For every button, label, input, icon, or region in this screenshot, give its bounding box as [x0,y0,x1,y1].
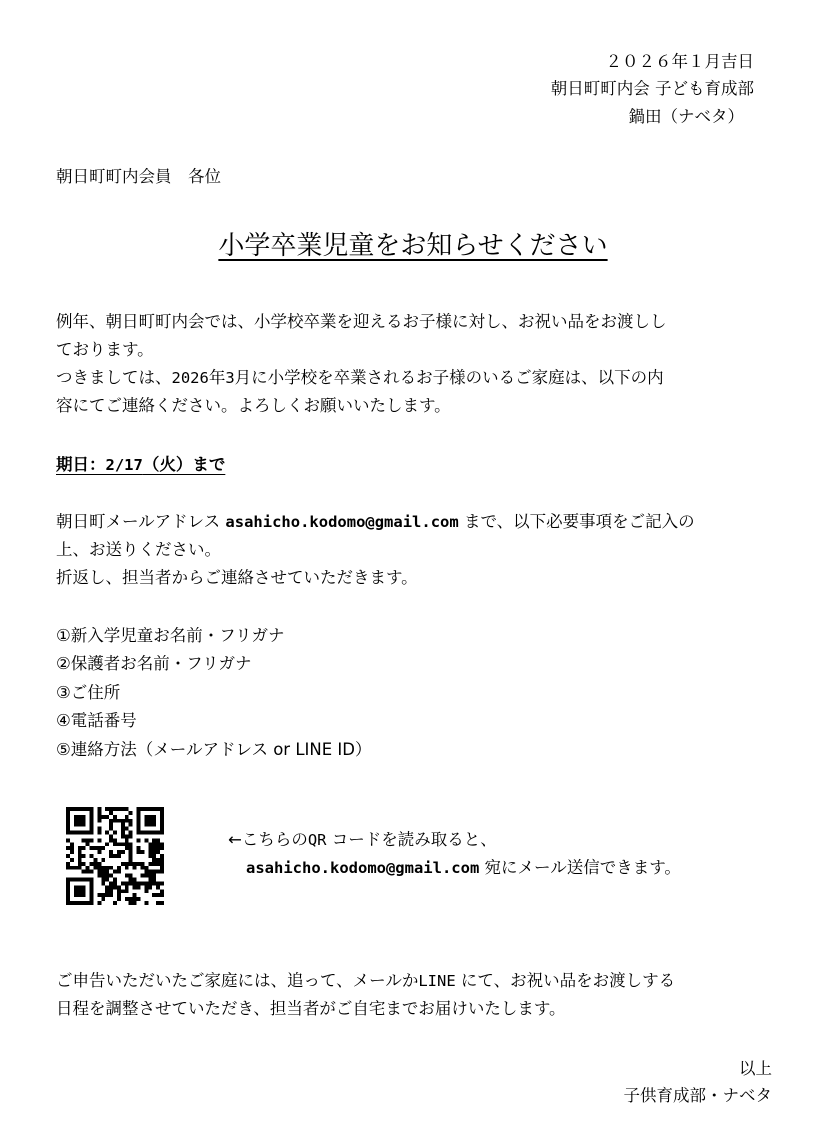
issue-date: ２０２６年１月吉日 [605,52,754,71]
qr-code-icon[interactable] [66,807,164,905]
list-item: ⑤連絡方法（メールアドレス or LINE ID） [56,740,372,759]
list-item: ③ご住所 [56,683,121,702]
issuer-person: 鍋田（ナベタ） [628,107,744,126]
intro-line-3-a: つきましては、 [56,368,172,387]
signature: 子供育成部・ナベタ [623,1086,772,1105]
page-title-text: 小学卒業児童をお知らせください [218,231,608,261]
instruction-line-1-a: 朝日町メールアドレス [56,512,226,531]
closing-line-word: LINE [418,972,456,990]
qr-note-line-2 [246,854,681,882]
qr-code-graphic [66,807,164,905]
intro-line-3 [56,364,664,392]
intro-line-4: 容にてご連絡ください。よろしくお願いいたします。 [56,396,451,415]
intro-month: 3 [225,369,235,387]
contact-email[interactable]: asahicho.kodomo@gmail.com [225,513,459,531]
addressee: 朝日町町内会員 各位 [56,167,221,186]
deadline [56,451,225,479]
list-item: ④電話番号 [56,711,137,730]
qr-note-email[interactable]: asahicho.kodomo@gmail.com [246,859,480,877]
deadline-date: 2/17 [105,456,143,474]
qr-note-line-1-a: ←こちらの [228,830,308,849]
qr-note-qr: QR [307,831,327,849]
intro-year: 2026 [171,369,209,387]
intro-line-3-c: 月に小学校を卒業されるお子様のいるご家庭は、以下の内 [234,368,664,387]
closing-line-1-a: ご申告いただいたご家庭には、追って、メールか [56,971,419,990]
qr-note-line-1 [228,826,497,854]
page-title [0,226,826,266]
intro-line-2: ております。 [56,340,154,359]
list-item: ②保護者お名前・フリガナ [56,654,252,673]
issuer-organization: 朝日町町内会 子ども育成部 [550,79,754,98]
closing-line-1-b: にて、お祝い品をお渡しする [455,971,676,990]
deadline-label: 期日： [56,455,106,474]
instruction-line-1-b: まで、以下必要事項をご記入の [458,512,695,531]
qr-note-line-1-b: コードを読み取ると、 [326,830,497,849]
closing-line-1 [56,967,675,995]
instruction-line-3: 折返し、担当者からご連絡させていただきます。 [56,568,418,587]
instruction-line-2: 上、お送りください。 [56,540,221,559]
intro-line-1: 例年、朝日町町内会では、小学校卒業を迎えるお子様に対し、お祝い品をお渡しし [56,312,667,331]
intro-line-3-b: 年 [208,368,226,387]
instruction-line-1 [56,508,695,536]
closing-line-2: 日程を調整させていただき、担当者がご自宅までお届けいたします。 [56,999,566,1018]
deadline-suffix: （火）まで [142,455,226,474]
qr-note-line-2-b: 宛にメール送信できます。 [479,858,681,877]
list-item: ①新入学児童お名前・フリガナ [56,626,285,645]
closing-end: 以上 [739,1059,772,1078]
